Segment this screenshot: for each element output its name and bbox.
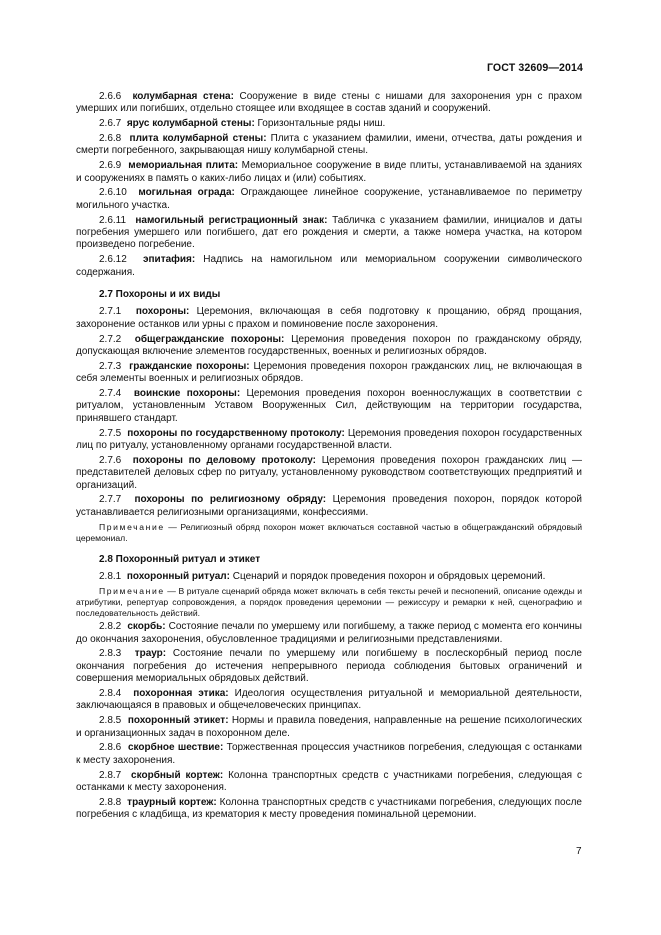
definition-text: Ограждающее линейное сооружение, устанавливаемое по периметру могильного участка. [76,187,583,211]
definition-text: Церемония, включающая в себя подготовку к прощанию, обряд прощания, захоронение останков или урны с прахом и поминовение после захоронения. [76,306,582,330]
term: скорбь: [127,621,166,633]
term: похороны: [135,306,190,318]
term: похоронный этикет: [127,715,229,727]
definition-2-8-2: 2.8.2 скорбь: Состояние печали по умершему или погибшему, а также период с момента его кончины до окончания захоронения, обусловленное традициями и религиозными представлениями. [76,621,582,645]
definition-text: Торжественная процессия участников погребения, следующая с останками к месту захоронения. [76,742,582,766]
definition-2-6-11: 2.6.11 намогильный регистрационный знак: Табличка с указанием фамилии, инициалов и даты погребения умершего или погибшего, дат его рождения и смерти, а также номера участка, на котором произведено погребение. [76,214,583,251]
definitions-2-6 [76,91,582,279]
definition-text: Церемония проведения похорон военнослужащих в соответствии с ритуалом, установленным Уставом Вооруженных Сил, действующим на территории государства, принявшего стандарт. [76,388,583,424]
definition-text: Церемония проведения похорон, порядок которой устанавливается религиозными организациями, конфессиями. [76,494,582,518]
term: похоронная этика: [133,688,229,700]
definition-2-7-5: 2.7.5 похороны по государственному протоколу: Церемония проведения похорон государственных лиц по ритуалу, установленному органами государственной власти. [76,427,582,452]
definition-text: Состояние печали по умершему или погибшему, а также период с момента его кончины до окончания захоронения, обусловленное традициями и религиозными представлениями. [76,621,582,645]
term: эпитафия: [142,254,196,266]
note-ritual-scenario [76,586,582,619]
definition-2-7-7: 2.7.7 похороны по религиозному обряду: Церемония проведения похорон, порядок которой устанавливается религиозными организациями, конфессиями. [76,494,582,518]
term: похороны по деловому протоколу: [132,454,316,466]
definition-text: Церемония проведения похорон гражданских лиц — представителей деловых сфер по ритуалу, установленному руководством соответствующих предприятий и организаций. [76,454,582,491]
note-text: — Религиозный обряд похорон может включаться составной частью в общегражданский обрядовый церемониал. [76,521,582,543]
section-heading-2-7: 2.7 Похороны и их виды [99,289,221,301]
term: колумбарная стена: [132,91,234,102]
page-content [76,91,582,824]
document-code-header: ГОСТ 32609—2014 [486,62,583,74]
definitions-2-7 [76,306,582,519]
definition-text: Сценарий и порядок проведения похорон и обрядовых церемоний. [229,571,546,583]
definition-2-6-10: 2.6.10 могильная ограда: Ограждающее линейное сооружение, устанавливаемое по периметру могильного участка. [76,187,583,211]
term: траурный кортеж: [127,796,217,808]
definition-2-8-4: 2.8.4 похоронная этика: Идеология осуществления ритуальной и мемориальной деятельности, заключающаяся в правовых и общечеловеческих принципах. [76,688,583,712]
definition-2-6-8: 2.6.8 плита колумбарной стены: Плита с указанием фамилии, имени, отчества, даты рождения и смерти погребенного, закрывающая нишу колумбарной стены. [76,133,583,157]
term: мемориальная плита: [128,160,239,172]
definition-2-7-6: 2.7.6 похороны по деловому протоколу: Церемония проведения похорон гражданских лиц — представителей деловых сфер по ритуалу, установленному руководством соответствующих предприятий и организаций. [76,454,582,491]
term: похороны по государственному протоколу: [127,427,345,439]
note-label: Примечание [99,521,165,532]
note-label: Примечание [99,585,165,596]
note-text: — В ритуале сценарий обряда может включать в себя тексты речей и песнопений, описание одежды и атрибутики, репертуар сопровождения, а порядок проведения церемонии — режиссуру и ремарки к ней, сценографию и последовательность действий. [76,585,582,618]
term: гражданские похороны: [129,360,250,372]
definition-2-8-1: 2.8.1 похоронный ритуал: Сценарий и порядок проведения похорон и обрядовых церемоний. [99,571,546,583]
definition-2-8-3: 2.8.3 траур: Состояние печали по умершему или погибшему в послескорбный период после окончания погребения до истечения непрерывного периода соблюдения бытовых ограничений и совершения мемориальных обрядовых действий. [76,648,582,685]
term: похоронный ритуал: [126,571,230,583]
term: ярус колумбарной стены: [126,118,255,130]
definition-2-7-1: 2.7.1 похороны: Церемония, включающая в себя подготовку к прощанию, обряд прощания, захоронение останков или урны с прахом и поминовение после захоронения. [76,306,582,330]
term: скорбное шествие: [127,742,224,754]
definition-2-6-7: 2.6.7 ярус колумбарной стены: Горизонтальные ряды ниш. [99,118,386,130]
definitions-2-8 [76,621,582,821]
term: плита колумбарной стены: [129,133,267,144]
definition-2-7-2: 2.7.2 общегражданские похороны: Церемония проведения похорон по гражданскому обряду, допускающая включение элементов государственных, военных и религиозных обрядов. [76,333,582,358]
definition-2-6-9: 2.6.9 мемориальная плита: Мемориальное сооружение в виде плиты, устанавливаемой на зданиях и сооружениях в память о каких-либо лицах и (или) событиях. [76,160,583,184]
definition-text: Колонна транспортных средств с участниками погребения, следующих после погребения с кладбища, из крематория к месту проведения поминальной церемонии. [76,796,582,821]
definition-text: Колонна транспортных средств с участниками погребения, следующая с останками к месту захоронения. [76,769,582,794]
definition-text: Идеология осуществления ритуальной и мемориальной деятельности, заключающаяся в правовых и общечеловеческих принципах. [76,688,583,712]
definition-text: Сооружение в виде стены с нишами для захоронения урн с прахом умерших или погибших, отдельно стоящее или входящее в состав зданий и сооружений. [76,91,582,115]
term: могильная ограда: [138,187,235,199]
definition-2-6-12: 2.6.12 эпитафия: Надпись на намогильном или мемориальном сооружении символического содержания. [76,254,583,278]
definition-2-8-7: 2.8.7 скорбный кортеж: Колонна транспортных средств с участниками погребения, следующая с останками к месту захоронения. [76,769,582,794]
definition-text: Мемориальное сооружение в виде плиты, устанавливаемой на зданиях и сооружениях в память о каких-либо лицах и (или) событиях. [76,160,583,184]
term: намогильный регистрационный знак: [135,214,328,226]
note-religious-rite [76,522,582,544]
definition-2-8-8: 2.8.8 траурный кортеж: Колонна транспортных средств с участниками погребения, следующих после погребения с кладбища, из крематория к месту проведения поминальной церемонии. [76,796,582,821]
definition-text: Плита с указанием фамилии, имени, отчества, даты рождения и смерти погребенного, закрывающая нишу колумбарной стены. [76,133,583,157]
definition-text: Табличка с указанием фамилии, инициалов и даты погребения умершего или погибшего, дат его рождения и смерти, а также номера участка, на котором произведено погребение. [76,214,583,251]
definition-2-7-4: 2.7.4 воинские похороны: Церемония проведения похорон военнослужащих в соответствии с ритуалом, установленным Уставом Вооруженных Сил, действующим на территории государства, принявшего стандарт. [76,388,583,424]
definition-text: Надпись на намогильном или мемориальном сооружении символического содержания. [76,254,583,278]
page-number: 7 [576,846,582,857]
definition-text: Состояние печали по умершему или погибшему в послескорбный период после окончания погребения до истечения непрерывного периода соблюдения бытовых ограничений и совершения мемориальных обрядовых действий. [76,648,582,685]
term: общегражданские похороны: [134,333,285,345]
term: воинские похороны: [133,388,241,400]
definition-2-8-6: 2.8.6 скорбное шествие: Торжественная процессия участников погребения, следующая с останками к месту захоронения. [76,742,582,766]
definition-text: Нормы и правила поведения, направленные на решение психологических и организационных задач в похоронном деле. [76,715,582,739]
definition-2-6-6: 2.6.6 колумбарная стена: Сооружение в виде стены с нишами для захоронения урн с прахом умерших или погибших, отдельно стоящее или входящее в состав зданий и сооружений. [76,91,582,115]
term: траур: [134,648,167,660]
definition-2-8-5: 2.8.5 похоронный этикет: Нормы и правила поведения, направленные на решение психологических и организационных задач в похоронном деле. [76,715,582,739]
definition-text: Церемония проведения похорон гражданских лиц, не включающая в себя элементы военных и религиозных обрядов. [76,360,583,385]
definition-text: Церемония проведения похорон государственных лиц по ритуалу, установленному органами государственной власти. [76,427,582,452]
definition-text: Церемония проведения похорон по гражданскому обряду, допускающая включение элементов государственных, военных и религиозных обрядов. [76,333,582,358]
term: похороны по религиозному обряду: [134,494,327,506]
term: скорбный кортеж: [131,769,224,781]
section-heading-2-8: 2.8 Похоронный ритуал и этикет [99,553,261,565]
definition-text: Горизонтальные ряды ниш. [254,118,386,130]
definition-2-7-3: 2.7.3 гражданские похороны: Церемония проведения похорон гражданских лиц, не включающая в себя элементы военных и религиозных обрядов. [76,360,583,385]
